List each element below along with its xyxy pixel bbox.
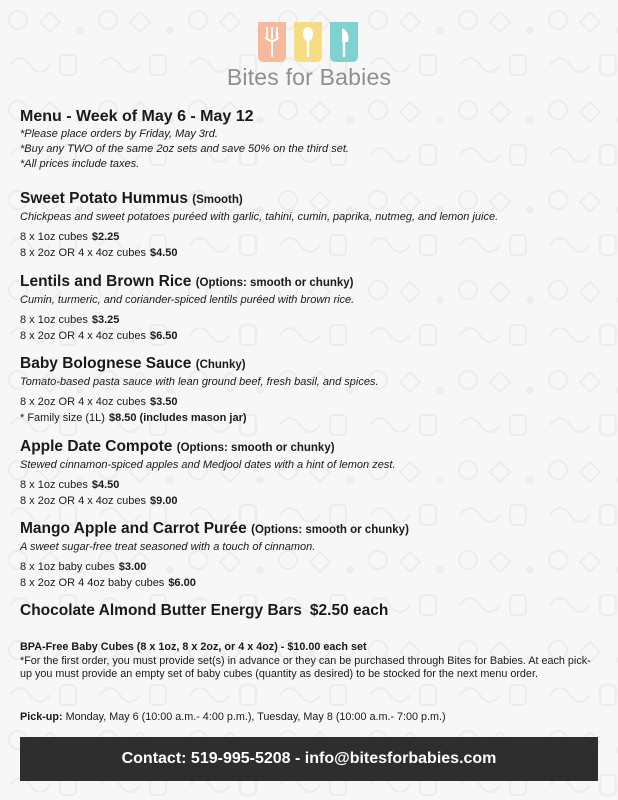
price-list bbox=[20, 312, 600, 344]
price-row bbox=[20, 245, 600, 261]
price-value: $4.50 bbox=[149, 247, 178, 259]
price-label: 8 x 2oz OR 4 x 4oz cubes bbox=[20, 495, 146, 507]
item-option: (Smooth) bbox=[192, 194, 243, 206]
price-value: $3.00 bbox=[118, 561, 147, 573]
order-note: *Buy any TWO of the same 2oz sets and save 50% on the third set. bbox=[20, 143, 349, 155]
menu-item-lentils-brown-rice bbox=[20, 273, 600, 344]
item-description: Chickpeas and sweet potatoes puréed with garlic, tahini, cumin, paprika, nutmeg, and lemon juice. bbox=[20, 211, 499, 223]
order-notes bbox=[20, 127, 349, 172]
menu-item-baby-bolognese bbox=[20, 355, 600, 426]
item-name: Apple Date Compote bbox=[20, 438, 173, 455]
price-row bbox=[20, 575, 600, 591]
item-option: (Chunky) bbox=[195, 359, 246, 371]
price-label: 8 x 2oz OR 4 x 4oz cubes bbox=[20, 330, 146, 342]
item-description: Cumin, turmeric, and coriander-spiced lentils puréed with brown rice. bbox=[20, 294, 355, 306]
brand-name: Bites for Babies bbox=[226, 64, 392, 90]
price-label: 8 x 2oz OR 4 x 4oz cubes bbox=[20, 396, 146, 408]
price-label: 8 x 1oz cubes bbox=[20, 231, 88, 243]
chocolate-name: Chocolate Almond Butter Energy Bars bbox=[20, 602, 302, 619]
price-row bbox=[20, 394, 600, 410]
logo-jars-icon bbox=[256, 18, 360, 62]
contact-footer bbox=[20, 737, 598, 781]
price-list bbox=[20, 394, 600, 426]
pickup-label: Pick-up: bbox=[20, 711, 63, 723]
item-name: Mango Apple and Carrot Purée bbox=[20, 520, 247, 537]
price-row bbox=[20, 559, 600, 575]
pickup-info bbox=[20, 711, 446, 723]
pickup-text: Monday, May 6 (10:00 a.m.- 4:00 p.m.), Tuesday, May 8 (10:00 a.m.- 7:00 p.m.) bbox=[65, 711, 446, 723]
bpa-body: *For the first order, you must provide set(s) in advance or they can be purchased through Bites for Babies. At each pick-up you must provide an empty set of baby cubes (quantity as desired) to be stocked for the next menu order. bbox=[20, 654, 591, 680]
price-row bbox=[20, 229, 600, 245]
order-note: *All prices include taxes. bbox=[20, 158, 140, 170]
menu-item-sweet-potato-hummus bbox=[20, 190, 600, 261]
item-description: Tomato-based pasta sauce with lean ground beef, fresh basil, and spices. bbox=[20, 376, 379, 388]
chocolate-bars-item bbox=[20, 602, 388, 620]
price-value: $9.00 bbox=[149, 495, 178, 507]
price-label: * Family size (1L) bbox=[20, 412, 105, 424]
item-name: Baby Bolognese Sauce bbox=[20, 355, 192, 372]
price-list bbox=[20, 477, 600, 509]
price-value: $3.50 bbox=[149, 396, 178, 408]
price-value: $8.50 (includes mason jar) bbox=[108, 412, 247, 424]
bpa-title: BPA-Free Baby Cubes (8 x 1oz, 8 x 2oz, or 4 x 4oz) - $10.00 each set bbox=[20, 641, 367, 653]
item-option: (Options: smooth or chunky) bbox=[176, 442, 335, 454]
item-name: Sweet Potato Hummus bbox=[20, 190, 188, 207]
price-row bbox=[20, 312, 600, 328]
bpa-cubes-section bbox=[20, 641, 600, 682]
price-value: $4.50 bbox=[91, 479, 120, 491]
menu-item-mango-apple-carrot bbox=[20, 520, 600, 591]
order-note: *Please place orders by Friday, May 3rd. bbox=[20, 128, 218, 140]
price-row bbox=[20, 410, 600, 426]
price-label: 8 x 2oz OR 4 x 4oz cubes bbox=[20, 247, 146, 259]
price-label: 8 x 2oz OR 4 4oz baby cubes bbox=[20, 577, 165, 589]
contact-text: Contact: 519-995-5208 - info@bitesforbabies.com bbox=[121, 750, 497, 767]
price-row bbox=[20, 477, 600, 493]
price-list bbox=[20, 559, 600, 591]
price-label: 8 x 1oz baby cubes bbox=[20, 561, 115, 573]
menu-item-apple-date-compote bbox=[20, 438, 600, 509]
price-value: $6.00 bbox=[168, 577, 196, 589]
item-description: A sweet sugar-free treat seasoned with a touch of cinnamon. bbox=[20, 541, 316, 553]
price-value: $6.50 bbox=[149, 330, 178, 342]
price-value: $3.25 bbox=[91, 314, 120, 326]
menu-title: Menu - Week of May 6 - May 12 bbox=[20, 108, 254, 125]
item-description: Stewed cinnamon-spiced apples and Medjool dates with a hint of lemon zest. bbox=[20, 459, 396, 471]
price-row bbox=[20, 328, 600, 344]
chocolate-price: $2.50 each bbox=[309, 602, 389, 619]
price-value: $2.25 bbox=[91, 231, 120, 243]
brand-logo bbox=[0, 0, 618, 95]
price-row bbox=[20, 493, 600, 509]
item-name: Lentils and Brown Rice bbox=[20, 273, 192, 290]
price-list bbox=[20, 229, 600, 261]
item-option: (Options: smooth or chunky) bbox=[251, 524, 409, 536]
price-label: 8 x 1oz cubes bbox=[20, 479, 88, 491]
price-label: 8 x 1oz cubes bbox=[20, 314, 88, 326]
item-option: (Options: smooth or chunky) bbox=[195, 277, 354, 289]
